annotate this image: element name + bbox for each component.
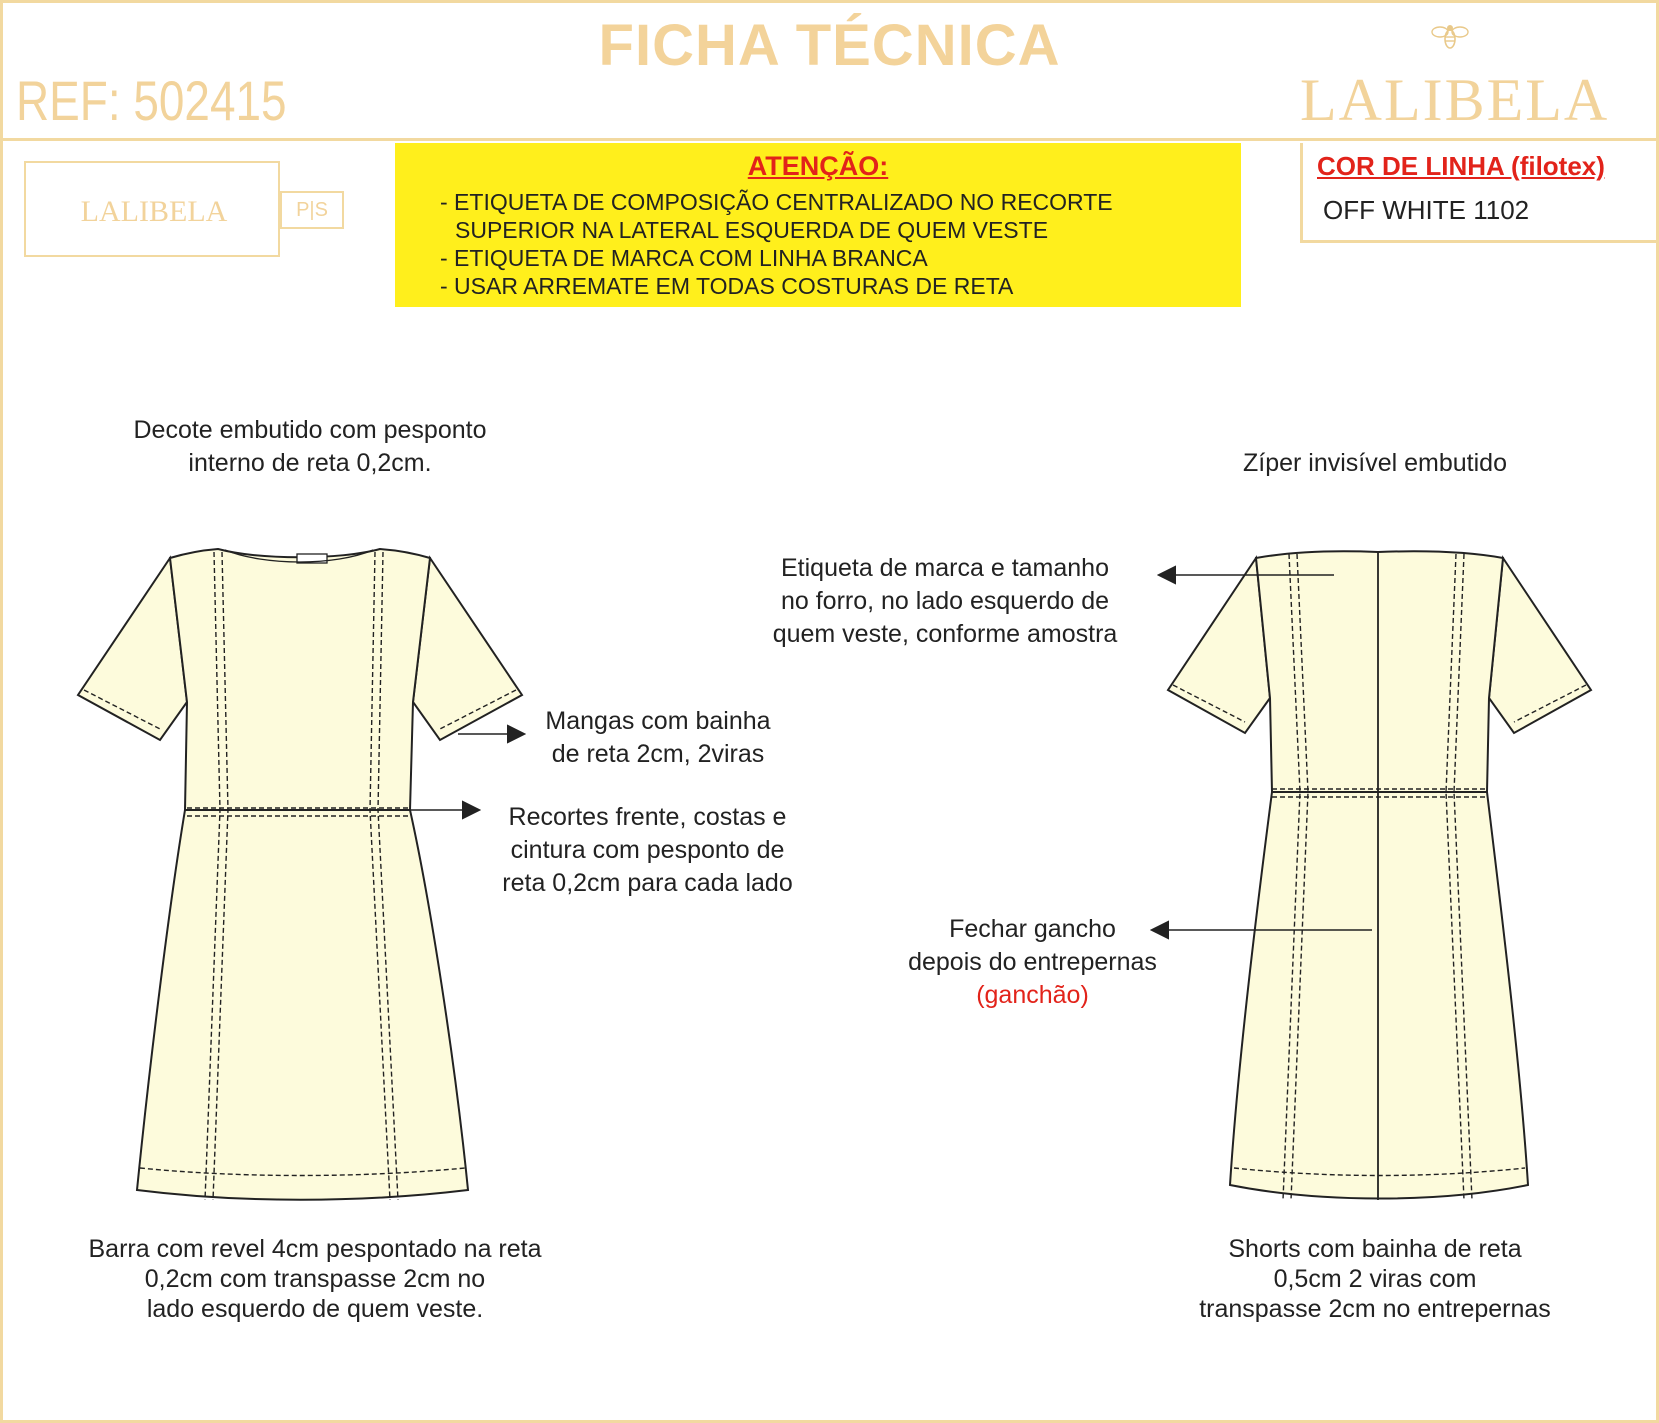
crotch-note — [870, 913, 1195, 1012]
brand-name: LALIBELA — [1300, 67, 1610, 133]
note-line: cintura com pesponto de — [510, 836, 785, 864]
attention-line: - USAR ARREMATE EM TODAS COSTURAS DE RETA — [440, 273, 1014, 299]
size-tag: P|S — [280, 191, 344, 229]
hem-note — [55, 1234, 575, 1324]
note-line: interno de reta 0,2cm. — [188, 449, 432, 477]
note-line: depois do entrepernas — [908, 948, 1157, 976]
brand-label-note — [730, 552, 1160, 651]
note-line-highlight: (ganchão) — [976, 981, 1089, 1009]
note-line: transpasse 2cm no entrepernas — [1199, 1295, 1551, 1323]
attention-title: ATENÇÃO: — [747, 151, 889, 181]
page-title: FICHA TÉCNICA — [598, 13, 1061, 78]
note-line: Decote embutido com pesponto — [133, 416, 487, 444]
sleeve-note — [513, 705, 803, 771]
zipper-note: Zíper invisível embutido — [1242, 449, 1507, 477]
note-line: no forro, no lado esquerdo de — [780, 587, 1109, 615]
attention-line: SUPERIOR NA LATERAL ESQUERDA DE QUEM VESTE — [455, 217, 1049, 243]
reference-code: REF: 502415 — [16, 69, 287, 132]
thread-color-value: OFF WHITE 1102 — [1323, 195, 1530, 225]
note-line: Fechar gancho — [949, 915, 1116, 943]
thread-color-title: COR DE LINHA (filotex) — [1317, 151, 1605, 181]
note-line: quem veste, conforme amostra — [772, 620, 1118, 648]
seams-note — [470, 801, 825, 900]
note-line: Barra com revel 4cm pespontado na reta — [88, 1235, 542, 1263]
attention-line: - ETIQUETA DE MARCA COM LINHA BRANCA — [440, 245, 928, 271]
front-dress-drawing — [78, 549, 522, 1200]
note-line: 0,5cm 2 viras com — [1273, 1265, 1477, 1293]
note-line: Recortes frente, costas e — [508, 803, 787, 831]
shorts-note — [1165, 1234, 1585, 1324]
back-dress-drawing — [1168, 551, 1591, 1198]
note-line: Etiqueta de marca e tamanho — [781, 554, 1109, 582]
neckline-note — [90, 414, 530, 480]
note-line: Shorts com bainha de reta — [1228, 1235, 1522, 1263]
label-brand-text: LALIBELA — [80, 195, 228, 228]
note-line: 0,2cm com transpasse 2cm no — [144, 1265, 486, 1293]
note-line: lado esquerdo de quem veste. — [146, 1295, 484, 1323]
attention-line: - ETIQUETA DE COMPOSIÇÃO CENTRALIZADO NO RECORTE — [440, 189, 1113, 215]
note-line: reta 0,2cm para cada lado — [502, 869, 793, 897]
note-line: Mangas com bainha — [545, 707, 771, 735]
note-line: de reta 2cm, 2viras — [551, 740, 765, 768]
